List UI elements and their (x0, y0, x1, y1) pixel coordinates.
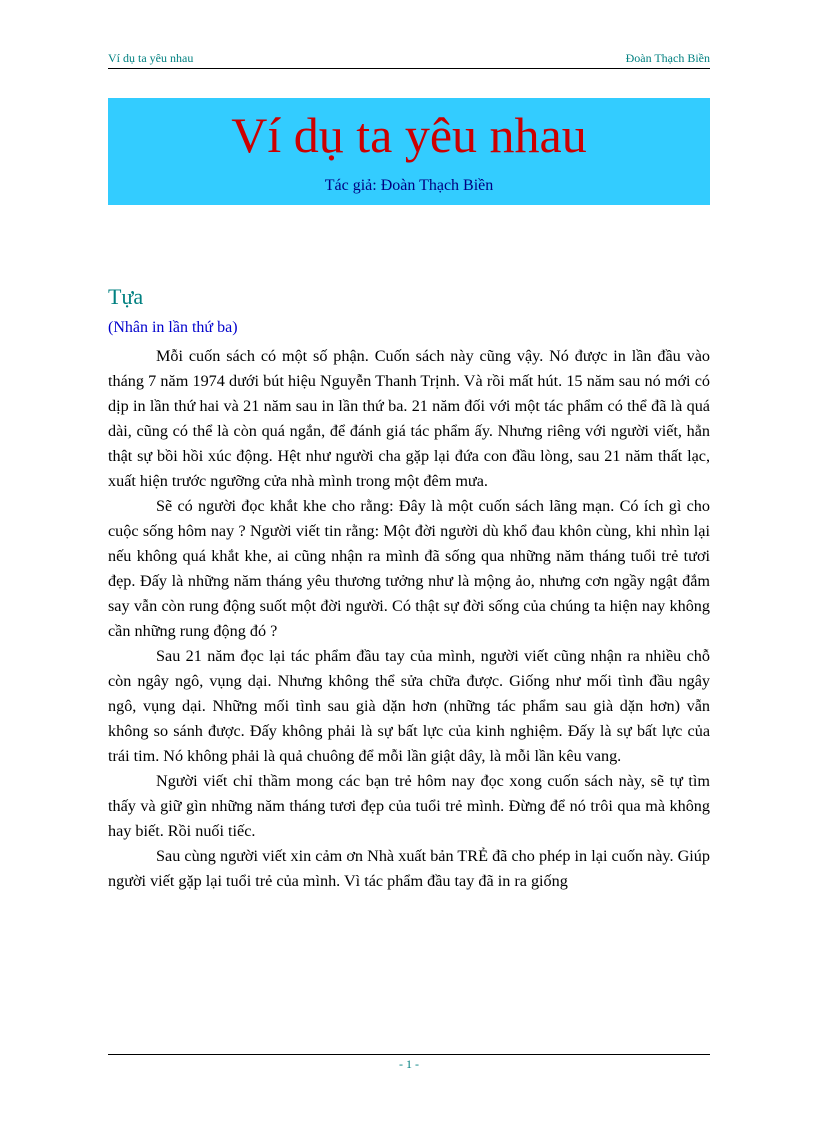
header-author: Đoàn Thạch Biền (625, 51, 710, 65)
paragraph: Sau 21 năm đọc lại tác phẩm đầu tay của mình, người viết cũng nhận ra nhiều chỗ còn ngây ngô, vụng dại. Nhưng không thể sửa chữa được. Giống như mối tình đầu ngây ngô, vụng dại. Những mối tình sau già dặn hơn (những tác phẩm sau già dặn hơn) vẫn không so sánh được. Đấy không phải là sự bất lực của kinh nghiệm. Đấy là sự bất lực của trái tim. Nó không phải là quả chuông để mỗi lần giật dây, là mỗi lần kêu vang. (108, 647, 710, 765)
header-book-title: Ví dụ ta yêu nhau (108, 51, 194, 65)
section-subtitle: (Nhân in lần thứ ba) (108, 319, 238, 336)
book-title: Ví dụ ta yêu nhau (231, 107, 587, 163)
page-number: - 1 - (399, 1057, 419, 1071)
book-author: Tác giả: Đoàn Thạch Biền (324, 177, 494, 194)
footer-divider (108, 1054, 710, 1055)
paragraph: Sau cùng người viết xin cảm ơn Nhà xuất bản TRẺ đã cho phép in lại cuốn này. Giúp người viết gặp lại tuổi trẻ của mình. Vì tác phẩm đầu tay đã in ra giống (108, 847, 710, 890)
paragraph: Người viết chỉ thầm mong các bạn trẻ hôm nay đọc xong cuốn sách này, sẽ tự tìm thấy và giữ gìn những năm tháng tươi đẹp của tuổi trẻ mình. Đừng để nó trôi qua mà không hay biết. Rồi nuối tiếc. (108, 772, 710, 840)
page-header (108, 50, 710, 69)
section-heading: Tựa (108, 284, 144, 309)
title-banner (108, 98, 710, 205)
paragraph: Sẽ có người đọc khắt khe cho rằng: Đây là một cuốn sách lãng mạn. Có ích gì cho cuộc sống hôm nay ? Người viết tin rằng: Một đời người dù khổ đau khôn cùng, khi nhìn lại nếu không quá khắt khe, ai cũng nhận ra mình đã sống qua những năm tháng tuổi trẻ tươi đẹp. Đấy là những năm tháng yêu thương tưởng như là mộng ảo, nhưng cơn ngầy ngật đắm say vẫn còn rung động suốt một đời người. Có thật sự đời sống của chúng ta hiện nay không cần những rung động đó ? (108, 497, 710, 640)
preface-body (108, 344, 710, 894)
paragraph: Mỗi cuốn sách có một số phận. Cuốn sách này cũng vậy. Nó được in lần đầu vào tháng 7 năm 1974 dưới bút hiệu Nguyễn Thanh Trịnh. Và rồi mất hút. 15 năm sau nó mới có dịp in lần thứ hai và 21 năm sau in lần thứ ba. 21 năm đối với một tác phẩm có thể đã là quá dài, cũng có thể là còn quá ngắn, để đánh giá tác phẩm ấy. Nhưng riêng với người viết, hẳn thật sự bồi hồi xúc động. Hệt như người cha gặp lại đứa con đầu lòng, sau 21 năm thất lạc, xuất hiện trước ngưỡng cửa nhà mình trong một đêm mưa. (108, 347, 710, 490)
